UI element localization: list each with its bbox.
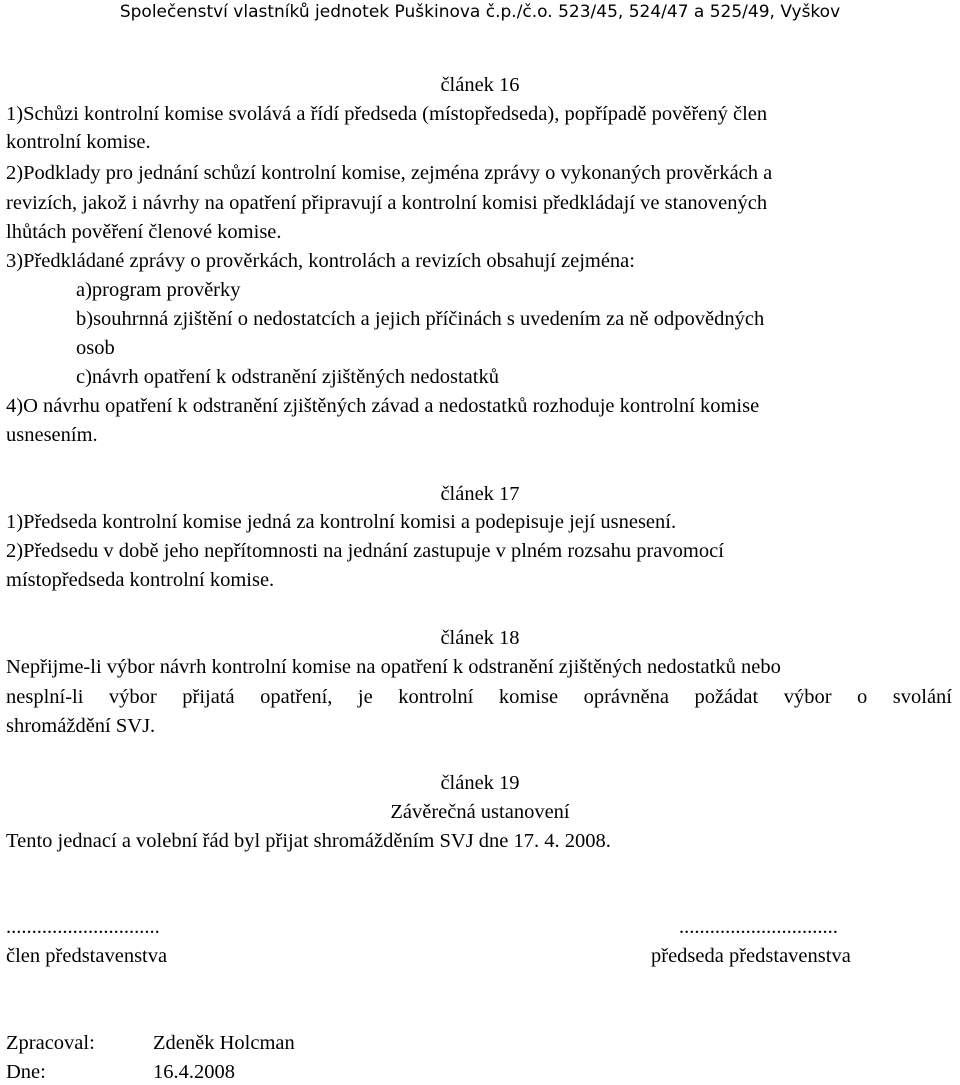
article-17-title: článek 17 <box>440 483 520 505</box>
article-16-p1-line1: 1)Schůzi kontrolní komise svolává a řídí předseda (místopředseda), popřípadě pověřený člen <box>6 103 768 125</box>
article-16-p2-line1: 2)Podklady pro jednání schůzí kontrolní komise, zejména zprávy o vykonaných prověrkách a <box>6 162 773 184</box>
article-16-p3-item-a: a)program prověrky <box>76 279 241 301</box>
article-18-line1: Nepřijme-li výbor návrh kontrolní komise na opatření k odstranění zjištěných nedostatků nebo <box>6 656 781 678</box>
article-19-text: Tento jednací a volební řád byl přijat shromážděním SVJ dne 17. 4. 2008. <box>6 830 611 852</box>
signature-right-label: předseda představenstva <box>651 945 851 967</box>
article-16-p4-line1: 4)O návrhu opatření k odstranění zjištěných závad a nedostatků rozhoduje kontrolní komise <box>6 395 760 417</box>
article-19-title: článek 19 <box>440 772 520 794</box>
article-18-title: článek 18 <box>440 627 520 649</box>
article-17-p1: 1)Předseda kontrolní komise jedná za kontrolní komisi a podepisuje její usnesení. <box>6 511 677 533</box>
article-16-p3-item-b-line2: osob <box>76 337 115 359</box>
article-16-p3-item-b-line1: b)souhrnná zjištění o nedostatcích a jejich příčinách s uvedením za ně odpovědných <box>76 308 765 330</box>
signature-left-label: člen představenstva <box>6 945 168 967</box>
article-16-p2-line3: lhůtách pověření členové komise. <box>6 221 282 243</box>
article-16-p3: 3)Předkládané zprávy o prověrkách, kontrolách a revizích obsahují zejména: <box>6 250 635 272</box>
article-19-subtitle: Závěrečná ustanovení <box>390 801 570 823</box>
date-label: Dne: <box>6 1061 46 1083</box>
article-16-p1-line2: kontrolní komise. <box>6 131 151 153</box>
article-16-p3-item-c: c)návrh opatření k odstranění zjištěných nedostatků <box>76 366 499 388</box>
signature-left-dots: .............................. <box>6 916 160 938</box>
prepared-by-value: Zdeněk Holcman <box>153 1032 295 1054</box>
date-value: 16.4.2008 <box>153 1061 235 1083</box>
article-18-line3: shromáždění SVJ. <box>6 715 156 737</box>
article-17-p2-line1: 2)Předsedu v době jeho nepřítomnosti na jednání zastupuje v plném rozsahu pravomocí <box>6 540 724 562</box>
article-17-p2-line2: místopředseda kontrolní komise. <box>6 569 275 591</box>
article-16-p2-line2: revizích, jakož i návrhy na opatření připravují a kontrolní komisi předkládají ve stanovených <box>6 192 768 214</box>
article-16-title: článek 16 <box>440 74 520 96</box>
prepared-by-label: Zpracoval: <box>6 1032 95 1054</box>
page-header: Společenství vlastníků jednotek Puškinova č.p./č.o. 523/45, 524/47 a 525/49, Vyškov <box>119 2 841 22</box>
article-16-p4-line2: usnesením. <box>6 424 98 446</box>
signature-right-dots: ............................... <box>679 916 838 938</box>
article-18-line2: nesplní-li výbor přijatá opatření, je kontrolní komise oprávněna požádat výbor o svolání <box>6 686 952 708</box>
